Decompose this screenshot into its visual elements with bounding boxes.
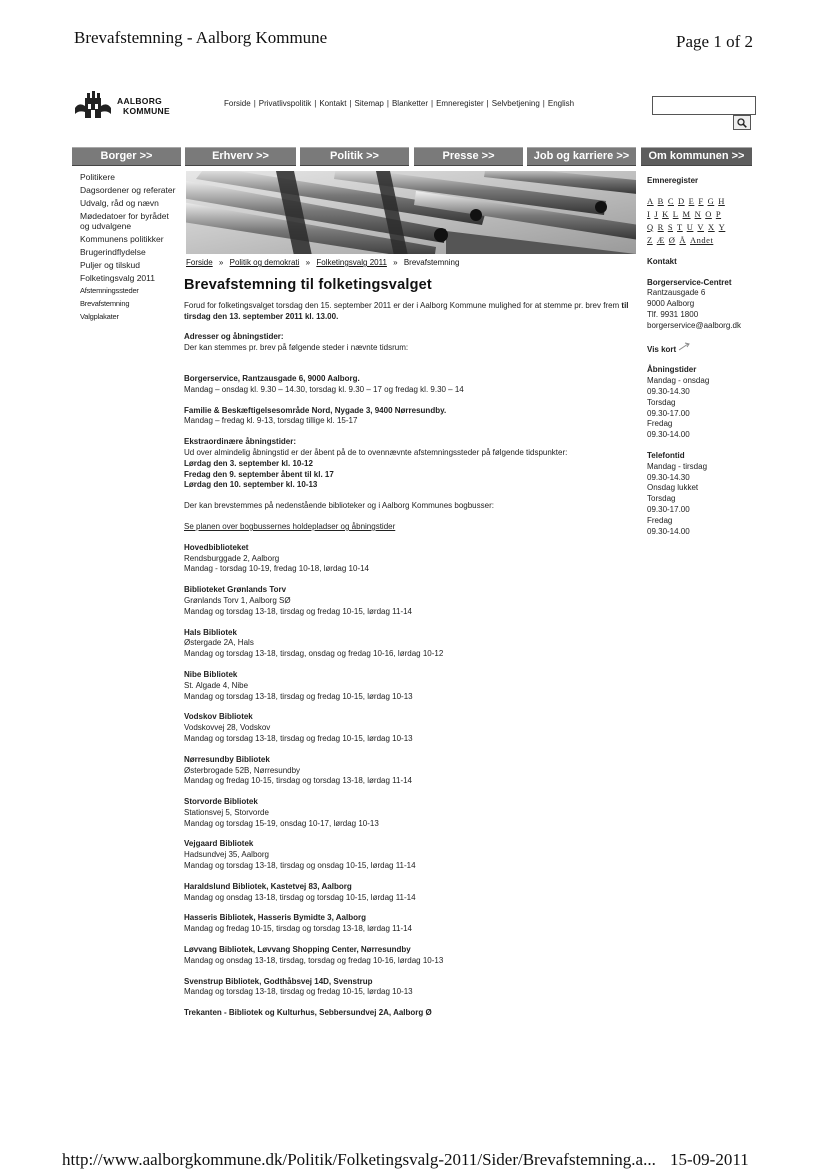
library-hours: Mandag - torsdag 10-19, fredag 10-18, lørdag 10-14 bbox=[184, 564, 370, 574]
print-page-number: Page 1 of 2 bbox=[676, 32, 753, 51]
tab-job-og-karriere[interactable]: Job og karriere >> bbox=[527, 147, 636, 166]
breadcrumb-separator: » bbox=[218, 258, 224, 267]
library-entry bbox=[184, 913, 629, 935]
right-sidebar bbox=[647, 176, 757, 537]
topnav-separator: | bbox=[253, 99, 256, 108]
breadcrumb-politik[interactable]: Politik og demokrati bbox=[229, 258, 300, 267]
topnav-separator: | bbox=[314, 99, 317, 108]
topnav-link[interactable]: Blanketter bbox=[391, 99, 428, 108]
a-z-letter-link[interactable]: M bbox=[682, 208, 691, 219]
phone-hours-line: Onsdag lukket bbox=[647, 483, 699, 493]
library-hours: Mandag og torsdag 13-18, tirsdag og fredag 10-15, lørdag 10-13 bbox=[184, 691, 413, 701]
library-address: St. Algade 4, Nibe bbox=[184, 680, 249, 690]
a-z-index bbox=[647, 195, 757, 247]
location-name: Familie & Beskæftigelsesområde Nord, Nygade 3, 9400 Nørresundby. bbox=[184, 405, 447, 415]
a-z-letter-link[interactable]: I bbox=[647, 208, 651, 219]
tab-borger[interactable]: Borger >> bbox=[72, 147, 181, 166]
location-hours: Mandag – onsdag kl. 9.30 – 14.30, torsdag kl. 9.30 – 17 og fredag kl. 9.30 – 14 bbox=[184, 384, 464, 394]
library-address: Stationsvej 5, Storvorde bbox=[184, 807, 269, 817]
tab-politik[interactable]: Politik >> bbox=[300, 147, 409, 166]
library-hours: Mandag og torsdag 13-18, tirsdag og fredag 10-15, lørdag 10-13 bbox=[184, 733, 413, 743]
breadcrumb-separator: » bbox=[393, 258, 398, 267]
search-input[interactable] bbox=[652, 96, 756, 115]
library-name: Hals Bibliotek bbox=[184, 627, 237, 637]
library-hours: Mandag og fredag 10-15, tirsdag og torsdag 13-18, lørdag 11-14 bbox=[184, 776, 412, 786]
a-z-letter-link[interactable]: V bbox=[697, 221, 705, 232]
library-entry bbox=[184, 585, 629, 617]
extra-hours-line: Lørdag den 10. september kl. 10-13 bbox=[184, 480, 318, 490]
sidebar-subitem-brevafstemning[interactable]: Brevafstemning bbox=[80, 299, 130, 308]
library-hours: Mandag og torsdag 13-18, tirsdag og onsdag 10-15, lørdag 11-14 bbox=[184, 861, 416, 871]
sidebar-item-folketingsvalg[interactable]: Folketingsvalg 2011 bbox=[80, 273, 155, 283]
opening-hours-line: 09.30-17.00 bbox=[647, 408, 690, 418]
library-name: Hasseris Bibliotek, Hasseris Bymidte 3, Aalborg bbox=[184, 913, 366, 923]
library-name: Haraldslund Bibliotek, Kastetvej 83, Aalborg bbox=[184, 881, 352, 891]
sidebar-item-udvalg[interactable]: Udvalg, råd og nævn bbox=[80, 198, 159, 208]
opening-hours-line: Fredag bbox=[647, 419, 673, 429]
opening-hours-heading: Åbningstider bbox=[647, 365, 697, 375]
tab-erhverv[interactable]: Erhverv >> bbox=[185, 147, 296, 166]
topnav-link[interactable]: Kontakt bbox=[319, 99, 347, 108]
topnav-separator: | bbox=[542, 99, 545, 108]
library-address: Østergade 2A, Hals bbox=[184, 638, 254, 648]
a-z-letter-link[interactable]: A bbox=[647, 195, 654, 206]
hero-image bbox=[186, 171, 636, 254]
library-hours: Mandag og torsdag 13-18, tirsdag og fredag 10-15, lørdag 10-13 bbox=[184, 987, 413, 997]
a-z-letter-link[interactable]: N bbox=[694, 208, 702, 219]
contact-email[interactable]: borgerservice@aalborg.dk bbox=[647, 320, 741, 330]
tab-om-kommunen[interactable]: Om kommunen >> bbox=[641, 147, 752, 166]
library-address: Hadsundvej 35, Aalborg bbox=[184, 850, 269, 860]
search-icon bbox=[737, 118, 747, 128]
library-name: Biblioteket Grønlands Torv bbox=[184, 585, 287, 595]
topnav-separator: | bbox=[386, 99, 389, 108]
a-z-letter-link[interactable]: G bbox=[707, 195, 715, 206]
opening-hours-list bbox=[647, 376, 757, 441]
a-z-row bbox=[647, 208, 757, 221]
sidebar-subitem-afstemningssteder[interactable]: Afstemningssteder bbox=[80, 286, 139, 295]
library-entry bbox=[184, 977, 629, 999]
extra-hours-text: Ud over almindelig åbningstid er der åbent på de to ovennævnte afstemningssteder på følgende tidspunkter: bbox=[184, 447, 568, 457]
library-hours: Mandag og onsdag 13-18, tirsdag, torsdag og fredag 10-16, lørdag 10-13 bbox=[184, 955, 444, 965]
library-name: Trekanten - Bibliotek og Kulturhus, Sebbersundvej 2A, Aalborg Ø bbox=[184, 1008, 432, 1018]
a-z-letter-link[interactable]: C bbox=[667, 195, 674, 206]
contact-phone: Tlf. 9931 1800 bbox=[647, 309, 699, 319]
sidebar-subitem-valgplakater[interactable]: Valgplakater bbox=[80, 312, 119, 321]
phone-hours-line: 09.30-14.00 bbox=[647, 526, 690, 536]
a-z-letter-link[interactable]: Z bbox=[647, 234, 653, 245]
location-hours: Mandag – fredag kl. 9-13, torsdag tillige kl. 15-17 bbox=[184, 416, 358, 426]
main-content bbox=[184, 277, 629, 1029]
topnav-link[interactable]: Privatlivspolitik bbox=[258, 99, 312, 108]
breadcrumb-separator: » bbox=[305, 258, 311, 267]
topnav-link[interactable]: Sitemap bbox=[354, 99, 384, 108]
a-z-letter-link[interactable]: D bbox=[677, 195, 685, 206]
vis-kort-label: Vis kort bbox=[647, 344, 677, 354]
borgerservice-name: Borgerservice-Centret bbox=[647, 277, 732, 287]
breadcrumb bbox=[186, 258, 459, 267]
sidebar-item-politikere[interactable]: Politikere bbox=[80, 172, 115, 182]
topnav-link[interactable]: Selvbetjening bbox=[491, 99, 540, 108]
a-z-letter-link[interactable]: J bbox=[654, 208, 659, 219]
topnav-separator: | bbox=[431, 99, 434, 108]
a-z-row bbox=[647, 195, 757, 208]
vis-kort-link[interactable] bbox=[647, 342, 757, 356]
a-z-letter-link[interactable]: Ø bbox=[668, 234, 676, 245]
page-title: Brevafstemning til folketingsvalget bbox=[184, 277, 432, 293]
extra-hours-heading: Ekstraordinære åbningstider: bbox=[184, 437, 297, 447]
map-pointer-icon bbox=[678, 342, 690, 352]
topnav-link[interactable]: English bbox=[547, 99, 575, 108]
library-name: Nibe Bibliotek bbox=[184, 669, 238, 679]
kontakt-heading: Kontakt bbox=[647, 256, 677, 266]
library-entry bbox=[184, 670, 629, 702]
library-entry bbox=[184, 839, 629, 871]
library-entry bbox=[184, 543, 629, 575]
phone-hours-heading: Telefontid bbox=[647, 450, 685, 460]
library-name: Hovedbiblioteket bbox=[184, 542, 249, 552]
print-footer-url: http://www.aalborgkommune.dk/Politik/Folketingsvalg-2011/Sider/Brevafstemning.a... bbox=[62, 1150, 656, 1169]
main-navigation bbox=[72, 147, 752, 167]
intro-text bbox=[184, 301, 629, 323]
library-hours: Mandag og torsdag 13-18, tirsdag, onsdag og fredag 10-16, lørdag 10-12 bbox=[184, 649, 444, 659]
location-2 bbox=[184, 406, 629, 428]
a-z-letter-link[interactable]: O bbox=[705, 208, 712, 219]
a-z-letter-link[interactable]: U bbox=[686, 221, 694, 232]
library-name: Nørresundby Bibliotek bbox=[184, 754, 270, 764]
library-name: Svenstrup Bibliotek, Godthåbsvej 14D, Svenstrup bbox=[184, 976, 373, 986]
phone-hours-line: 09.30-14.30 bbox=[647, 472, 690, 482]
intro-deadline: til tirsdag den 13. september 2011 kl. 13.00. bbox=[184, 300, 629, 321]
extra-hours-line: Fredag den 9. september åbent til kl. 17 bbox=[184, 469, 334, 479]
topnav-link[interactable]: Forside bbox=[224, 99, 251, 108]
top-navigation bbox=[224, 99, 574, 108]
sidebar-item-puljer[interactable]: Puljer og tilskud bbox=[80, 260, 141, 270]
library-name: Løvvang Bibliotek, Løvvang Shopping Center, Nørresundby bbox=[184, 945, 411, 955]
library-intro: Der kan brevstemmes på nedenstående biblioteker og i Aalborg Kommunes bogbusser: bbox=[184, 501, 494, 511]
a-z-letter-link[interactable]: Å bbox=[679, 234, 687, 245]
a-z-letter-link[interactable]: K bbox=[662, 208, 669, 219]
logo-line-1: AALBORG bbox=[117, 96, 163, 106]
library-entry bbox=[184, 797, 629, 829]
print-footer-date: 15-09-2011 bbox=[670, 1150, 749, 1169]
library-address: Vodskovvej 28, Vodskov bbox=[184, 723, 271, 733]
logo-line-2: KOMMUNE bbox=[123, 106, 170, 116]
sidebar-item-brugerindflydelse[interactable]: Brugerindflydelse bbox=[80, 247, 146, 257]
coat-of-arms-icon bbox=[73, 90, 113, 122]
address-text: Der kan stemmes pr. brev på følgende steder i nævnte tidsrum: bbox=[184, 343, 409, 353]
library-name: Vejgaard Bibliotek bbox=[184, 839, 254, 849]
a-z-row bbox=[647, 234, 757, 247]
phone-hours-list bbox=[647, 462, 757, 538]
library-entry bbox=[184, 945, 629, 967]
a-z-letter-link[interactable]: H bbox=[718, 195, 725, 206]
a-z-letter-link[interactable]: Æ bbox=[656, 234, 665, 245]
location-1 bbox=[184, 374, 629, 396]
library-list bbox=[184, 543, 629, 1019]
a-z-letter-link[interactable]: Q bbox=[647, 221, 654, 232]
site-logo[interactable] bbox=[73, 90, 170, 122]
extra-hours-line: Lørdag den 3. september kl. 10-12 bbox=[184, 458, 313, 468]
library-hours: Mandag og onsdag 13-18, tirsdag og torsdag 10-15, lørdag 11-14 bbox=[184, 892, 416, 902]
breadcrumb-forside[interactable]: Forside bbox=[186, 258, 213, 267]
address-section bbox=[184, 332, 629, 354]
contact-address-1: Rantzausgade 6 bbox=[647, 288, 706, 298]
search-button[interactable] bbox=[733, 115, 751, 130]
a-z-letter-link[interactable]: L bbox=[672, 208, 679, 219]
library-entry bbox=[184, 1008, 629, 1019]
location-name: Borgerservice, Rantzausgade 6, 9000 Aalborg. bbox=[184, 373, 360, 383]
a-z-letter-link[interactable]: E bbox=[688, 195, 695, 206]
logo-text bbox=[117, 96, 170, 116]
opening-hours-line: 09.30-14.30 bbox=[647, 386, 690, 396]
phone-hours-line: Mandag - tirsdag bbox=[647, 461, 708, 471]
library-name: Vodskov Bibliotek bbox=[184, 712, 253, 722]
library-entry bbox=[184, 628, 629, 660]
sidebar-item-politikker[interactable]: Kommunens politikker bbox=[80, 234, 164, 244]
library-entry bbox=[184, 755, 629, 787]
breadcrumb-folketingsvalg[interactable]: Folketingsvalg 2011 bbox=[316, 258, 387, 267]
phone-hours-line: 09.30-17.00 bbox=[647, 504, 690, 514]
a-z-letter-link[interactable]: T bbox=[677, 221, 683, 232]
a-z-letter-link[interactable]: Andet bbox=[690, 234, 714, 245]
opening-hours-line: Mandag - onsdag bbox=[647, 376, 710, 386]
intro-plain: Forud for folketingsvalget torsdag den 15. september 2011 er der i Aalborg Kommune mulighed for at stemme pr. brev frem bbox=[184, 300, 620, 310]
a-z-letter-link[interactable]: Y bbox=[718, 221, 726, 232]
library-entry bbox=[184, 712, 629, 744]
a-z-letter-link[interactable]: B bbox=[657, 195, 664, 206]
print-header-title: Brevafstemning - Aalborg Kommune bbox=[74, 28, 328, 47]
address-heading: Adresser og åbningstider: bbox=[184, 332, 284, 342]
topnav-separator: | bbox=[486, 99, 489, 108]
a-z-letter-link[interactable]: R bbox=[657, 221, 664, 232]
library-address: Rendsburggade 2, Aalborg bbox=[184, 553, 280, 563]
phone-hours-line: Torsdag bbox=[647, 494, 676, 504]
opening-hours-line: 09.30-14.00 bbox=[647, 430, 690, 440]
emneregister-heading: Emneregister bbox=[647, 176, 699, 185]
a-z-letter-link[interactable]: F bbox=[698, 195, 704, 206]
phone-hours-line: Fredag bbox=[647, 515, 673, 525]
a-z-letter-link[interactable]: X bbox=[708, 221, 715, 232]
sidebar-item-dagsordener[interactable]: Dagsordener og referater bbox=[80, 185, 176, 195]
library-name: Storvorde Bibliotek bbox=[184, 797, 258, 807]
library-hours: Mandag og torsdag 13-18, tirsdag og fredag 10-15, lørdag 11-14 bbox=[184, 606, 412, 616]
library-hours: Mandag og fredag 10-15, tirsdag og torsdag 13-18, lørdag 11-14 bbox=[184, 924, 412, 934]
contact-address-2: 9000 Aalborg bbox=[647, 299, 695, 309]
a-z-row bbox=[647, 221, 757, 234]
library-address: Østerbrogade 52B, Nørresundby bbox=[184, 765, 301, 775]
opening-hours-line: Torsdag bbox=[647, 397, 676, 407]
sidebar bbox=[80, 172, 180, 325]
breadcrumb-current: Brevafstemning bbox=[403, 258, 460, 267]
sidebar-item-moedatoer[interactable]: Mødedatoer for byrådet og udvalgene bbox=[80, 211, 169, 231]
bookbus-plan-link[interactable]: Se planen over bogbussernes holdepladser og åbningstider bbox=[184, 521, 396, 531]
library-entry bbox=[184, 882, 629, 904]
library-hours: Mandag og torsdag 15-19, onsdag 10-17, lørdag 10-13 bbox=[184, 818, 379, 828]
topnav-link[interactable]: Emneregister bbox=[436, 99, 484, 108]
topnav-separator: | bbox=[349, 99, 352, 108]
a-z-letter-link[interactable]: P bbox=[715, 208, 722, 219]
extra-hours-section bbox=[184, 437, 629, 491]
a-z-letter-link[interactable]: S bbox=[667, 221, 674, 232]
tab-presse[interactable]: Presse >> bbox=[414, 147, 523, 166]
library-address: Grønlands Torv 1, Aalborg SØ bbox=[184, 595, 291, 605]
